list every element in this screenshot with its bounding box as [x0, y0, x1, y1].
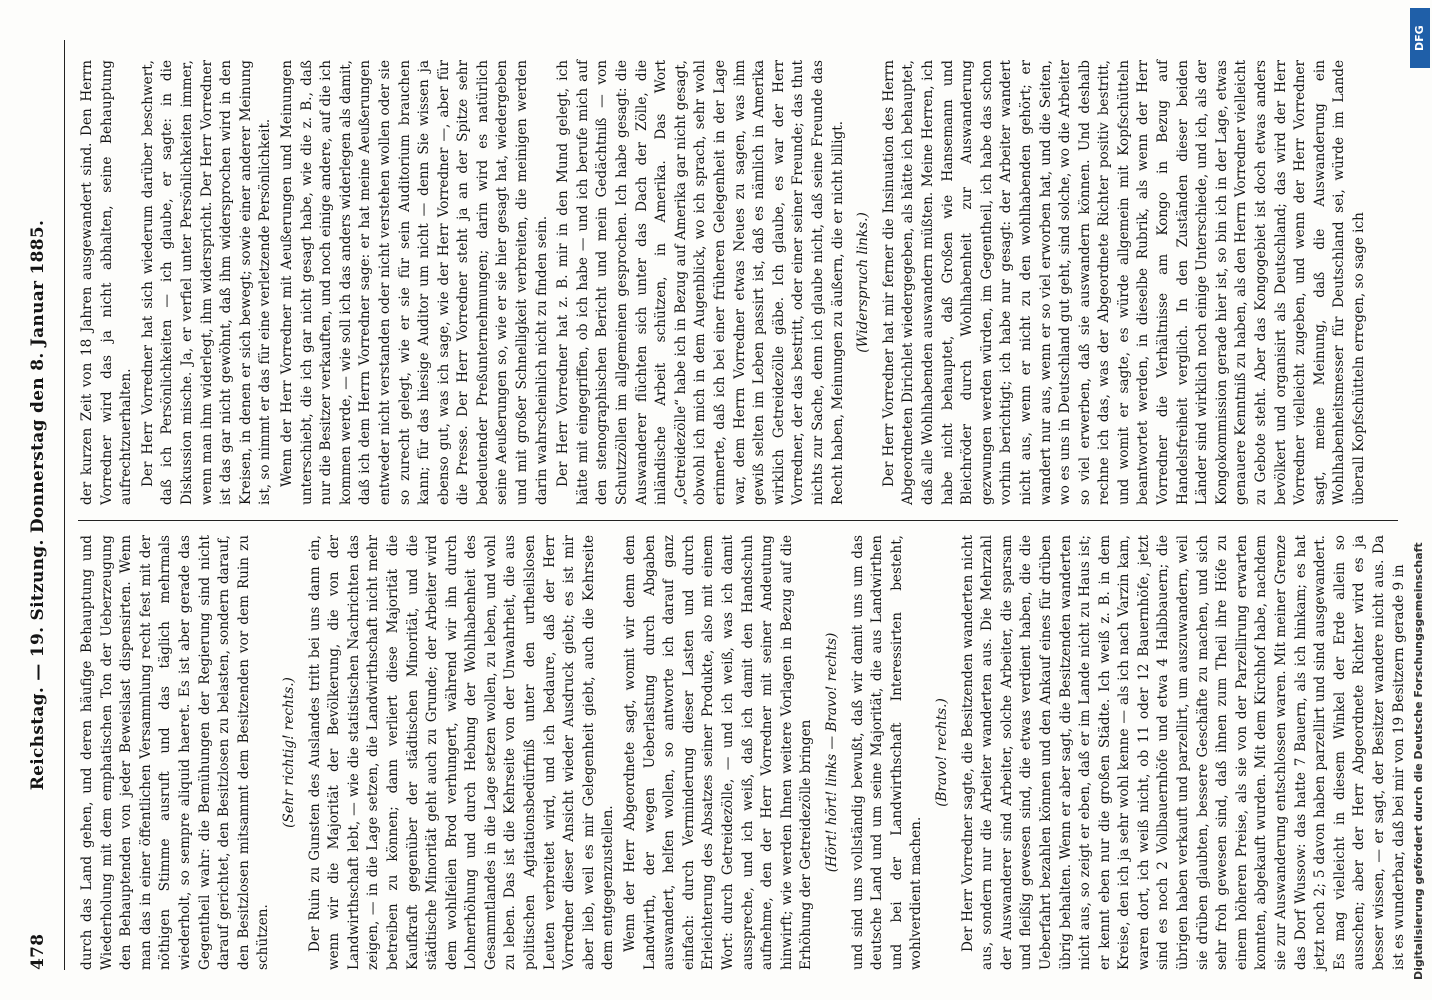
- paragraph: und sind uns vollständig bewußt, daß wir damit uns um das deutsche Land und um seine Majorität, die aus Landwirthen und bei der Landwirthschaft Interessirten besteht, wohlverdient machen.: [849, 535, 925, 970]
- paragraph: Wenn der Herr Vorredner mit Aeußerungen und Meinungen unterschiebt, die ich gar nicht gesagt habe, wie die z. B., daß nur die Besitzer verkauften, und noch einige andere, auf die ich kommen werde, — wie soll ich das anders widerlegen als damit, daß ich dem Herrn Vorredner sage: er hat meine Aeußerungen entweder nicht verstanden oder nicht verstehen wollen oder sie so zurecht gelegt, wie er sie für sein Auditorium brauchen kann; für das hiesige Auditor um nicht — denn Sie wissen ja ebenso gut, was ich sage, wie der Herr Vorredner —, aber für die Presse. Der Herr Vorredner steht ja an der Spitze sehr bedeutender Preßunternehmungen; darin wird es natürlich seine Aeußerungen so, wie er sie hier gesagt hat, wiedergeben und mit großer Schnelligkeit verbreiten, die meinigen werden darin wahrscheinlich nicht zu finden sein.: [278, 60, 550, 505]
- paragraph: Wenn der Herr Abgeordnete sagt, womit wir denn dem Landwirth, der wegen Ueberlastung durch Abgaben auswandert, helfen wollen, so antworte ich darauf ganz einfach: durch Verminderung dieser Lasten und durch Erleichterung des Absatzes seiner Produkte, also mit einem Wort: durch Getreidezölle, — und ich weiß, was ich damit ausspreche, und ich weiß, daß ich damit den Handschuh aufnehme, den der Herr Vorredner mit seiner Andeutung hinwirft; wie werden Ihnen weitere Vorlagen in Bezug auf die Erhöhung der Getreidezölle bringen: [622, 535, 815, 970]
- funding-notice-text: Digitalisierung gefördert durch die Deutsche Forschungsgemeinschaft: [1412, 542, 1425, 980]
- header-rule: [64, 40, 65, 970]
- funding-notice: [1408, 0, 1432, 1000]
- paragraph: Der Ruin zu Gunsten des Auslandes tritt bei uns dann ein, wenn wir die Majorität der Bevölkerung, die von der Landwirthschaft lebt, — wie die statistischen Nachrichten das zeigen, — in die Lage setzen, die Landwirthschaft nicht mehr betreiben zu können; dann verliert diese Majorität die Kaufkraft gegenüber der städtischen Minorität, und die städtische Minorität geht auch zu Grunde; der Arbeiter wird dem wohlfeilen Brod verhungert, während wir ihn durch Lohnerhöhung und durch Hebung der Wohlhabenheit des Gesammtlandes in die Lage setzen wollen, zu leben, und wohl zu leben. Das ist die Kehrseite von der Unwahrheit, die aus politischen Agitationsbedürfniß unter den urtheilslosen Leuten verbreitet wird, und ich bedaure, daß der Herr Vorredner dieser Ansicht wieder Ausdruck giebt; es ist mir aber lieb, weil es mir Gelegenheit giebt, auch die Kehrseite dem entgegenzustellen.: [306, 535, 617, 970]
- paragraph: Der Herr Vorredner sagte, die Besitzenden wanderten nicht aus, sondern nur die Arbeiter wanderten aus. Die Mehrzahl der Auswanderer sind Arbeiter, solche Arbeiter, die sparsam und fleißig gewesen sind, die etwas verdient haben, die die Ueberfahrt bezahlen können und den Ankauf eines für drüben übrig behalten. Wenn er aber sagt, die Besitzenden wanderten nicht aus, so zeigt er eben, daß er im Lande nicht zu Haus ist; er kennt eben nur die großen Städte. Ich weiß z. B. in dem Kreise, den ich ja sehr wohl kenne — als ich nach Varzin kam, waren dort, ich weiß nicht, ob 11 oder 12 Bauernhöfe, jetzt sind es noch 2 Vollbauernhöfe und etwa 4 Halbbauern; die übrigen haben verkauft und parzellirt, um auszuwandern, weil sie drüben glaubten, bessere Geschäfte zu machen, und sich sehr froh gewesen sind, daß ihnen zum Theil ihre Höfe zu einem höheren Preise, als sie von der Parzellirung erwarten konnten, abgekauft wurden. Mit dem Kirchhof habe, nachdem sie zur Auswanderung entschlossen waren. Mit meiner Grenze das Dorf Wussow: das hatte 7 Bauern, als ich hinkam; es hat jetzt noch 2; 5 davon haben parzellirt und sind ausgewandert. Es mag vielleicht in diesem Winkel der Erde allein so ausschen; aber der Herr Abgeordnete Richter wird es ja besser wissen, — er sagt, der Besitzer wandere nicht aus. Da ist es wunderbar, daß bei mir von 19 Besitzern gerade 9 in: [959, 535, 1407, 970]
- interjection: (Hört! hört! links — Bravo! rechts): [823, 632, 840, 873]
- paragraph: der kurzen Zeit von 18 Jahren ausgewandert sind. Den Herrn Vorredner wird das ja nicht abhalten, seine Behauptung aufrechtzuerhalten.: [79, 60, 135, 505]
- page-header: [20, 40, 60, 970]
- interjection: (Bravo! rechts.): [933, 698, 950, 807]
- paragraph: Der Herr Vorredner hat z. B. mir in den Mund gelegt, ich hätte mit eingegriffen, ob ich habe — und ich berufe mich auf den stenographischen Bericht und mein Gedächtniß — von Schutzzöllen im allgemeinen gesprochen. Ich habe gesagt: die Auswanderer flüchten sich unter das Dach der Zölle, die inländische Arbeit schützen, in Amerika. Das Wort „Getreidezölle“ habe ich in Bezug auf Amerika gar nicht gesagt, obwohl ich mich in dem Augenblick, wo ich sprach, sehr wohl erinnerte, daß ich bei einer früheren Gelegenheit in der Lage war, dem Herrn Vorredner etwas Neues zu sagen, was ihm gewiß selten im Leben passirt ist, daß es nämlich in Amerika wirklich Getreidezölle gäbe. Ich glaube, es war der Herr Vorredner, der das bestritt, oder einer seiner Freunde; das thut nichts zur Sache, denn ich glaube nicht, daß seine Freunde das Recht haben, Meinungen zu äußern, die er nicht billigt.: [555, 60, 846, 505]
- column-divider: [78, 520, 1398, 521]
- page-number: 478: [28, 933, 48, 970]
- running-title: Reichstag. — 19. Sitzung. Donnerstag den 8. Januar 1885.: [28, 219, 48, 791]
- right-column: [78, 60, 1398, 505]
- dfg-logo: DFG: [1410, 8, 1430, 68]
- interjection: (Widerspruch links.): [855, 212, 872, 353]
- paragraph: durch das Land gehen, und deren häufige Behauptung und Wiederholung mit dem emphatischen Ton der Ueberzeugung den Behauptenden von jeder Beweislast dispensirten. Wenn man das in einer öffentlichen Versammlung recht fest mit der nöthigen Stimme ausruft und das täglich mehrmals wiederholt, so sempre aliquid haeret. Es ist aber gerade das Gegentheil wahr: die Bemühungen der Regierung sind nicht darauf gerichtet, den Besitzlosen zu belasten, sondern darauf, den Besitzlosen mitsammt dem Besitzenden vor dem Ruin zu schützen.: [79, 535, 272, 970]
- paragraph: Der Herr Vorredner hat sich wiederum darüber beschwert, daß ich Persönlichkeiten — ich glaube, er sagte: in die Diskussion mische. Ja, er verfiel unter Persönlichkeiten immer, wenn man ihm widerlegt, ihm widerspricht. Der Herr Vorredner ist das gar nicht gewöhnt, daß ihm widersprochen wird in den Kreisen, in denen er sich bewegt; sowie einer anderer Meinung ist, so nimmt er das für eine verletzende Persönlichkeit.: [139, 60, 274, 505]
- interjection: (Sehr richtig! rechts.): [280, 677, 297, 828]
- left-column: [78, 535, 1407, 970]
- paragraph: Der Herr Vorredner hat mir ferner die Insinuation des Herrn Abgeordneten Dirichlet wiedergegeben, als hätte ich behauptet, daß alle Wohlhabenden auswandern müßten. Meine Herren, ich habe nicht behauptet, daß Großen wie Hansemann und Bleichröder durch Wohlhabenheit zur Auswanderung gezwungen werden würden, im Gegentheil, ich habe das schon vorhin berichtigt; ich habe nur gesagt: der Arbeiter wandert nicht aus, wenn er nicht zu den wohlhabenden gehört; er wandert nur aus, wenn er so viel erworben hat, und die Seiten, wo es uns in Deutschland gut geht, sind solche, wo die Arbeiter so viel erwerben, daß sie auswandern können. Und deshalb rechne ich das, was der Abgeordnete Richter positiv bestritt, und womit er sagte, es würde allgemein mit Kopfschütteln beantwortet werden, in dieselbe Rubrik, als wenn der Herr Vorredner die Verhältnisse am Kongo in Bezug auf Handelsfreiheit verglich. In den Zuständen dieser beiden Länder sind wirklich noch einige Unterschiede, und ich, als der Kongokommission gerade hier ist, so bin ich in der Lage, etwas genauere Kenntniß zu haben, als den Herrn Vorredner vielleicht zu Gebote steht. Aber das Kongogebiet ist doch etwas anders bevölkert und organisirt als Deutschland; das wird der Herr Vorredner vielleicht zugeben, und wenn der Herr Vorredner sagt, meine Meinung, daß die Auswanderung ein Wohlhabenheitsmesser für Deutschland sei, würde im Lande überall Kopfschütteln erregen, so sage ich: [880, 60, 1367, 505]
